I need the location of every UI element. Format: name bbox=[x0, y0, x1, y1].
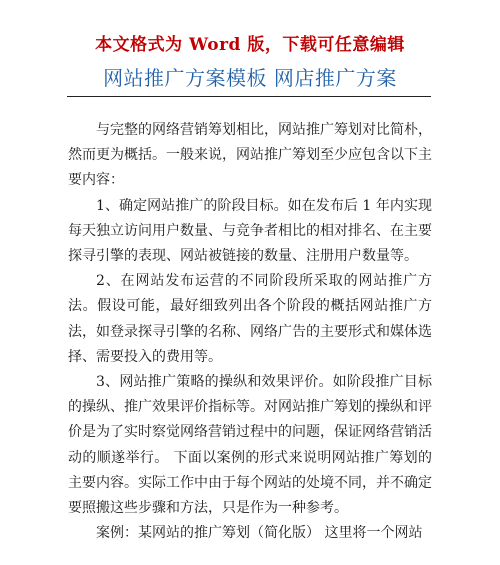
paragraph-item-3: 3、网站推广策略的操纵和效果评价。如阶段推广目标的操纵、推广效果评价指标等。对网站推广筹划的操纵和评价是为了实时察觉网络营销过程中的问题，保证网络营销活动的顺遂举行。 下面以案例的形式来说明网站推广筹划的主要内容。实际工作中由于每个网站的处境不同，并不确定要照搬这些步骤和方法，只是作为一种参考。 bbox=[68, 374, 432, 517]
document-title: 网站推广方案模板 网店推广方案 bbox=[103, 66, 397, 90]
title-divider bbox=[67, 96, 431, 97]
case-paragraph: 案例：某网站的推广筹划（简化版） 这里将一个网站 bbox=[96, 525, 423, 542]
intro-paragraph: 与完整的网络营销筹划相比，网站推广筹划对比简朴，然而更为概括。一般来说，网站推广筹划至少应包含以下主要内容： bbox=[68, 122, 432, 189]
document-body bbox=[68, 118, 432, 546]
word-format-notice: 本文格式为 Word 版，下载可任意编辑 bbox=[95, 35, 405, 55]
paragraph-item-1: 1、确定网站推广的阶段目标。如在发布后 1 年内实现每天独立访问用户数量、与竞争者相比的相对排名、在主要探寻引擎的表现、网站被链接的数量、注册用户数量等。 bbox=[68, 197, 432, 265]
paragraph-item-2: 2、在网站发布运营的不同阶段所采取的网站推广方法。假设可能，最好细致列出各个阶段的概括网站推广方法，如登录探寻引擎的名称、网络广告的主要形式和媒体选择、需要投入的费用等。 bbox=[68, 273, 432, 365]
